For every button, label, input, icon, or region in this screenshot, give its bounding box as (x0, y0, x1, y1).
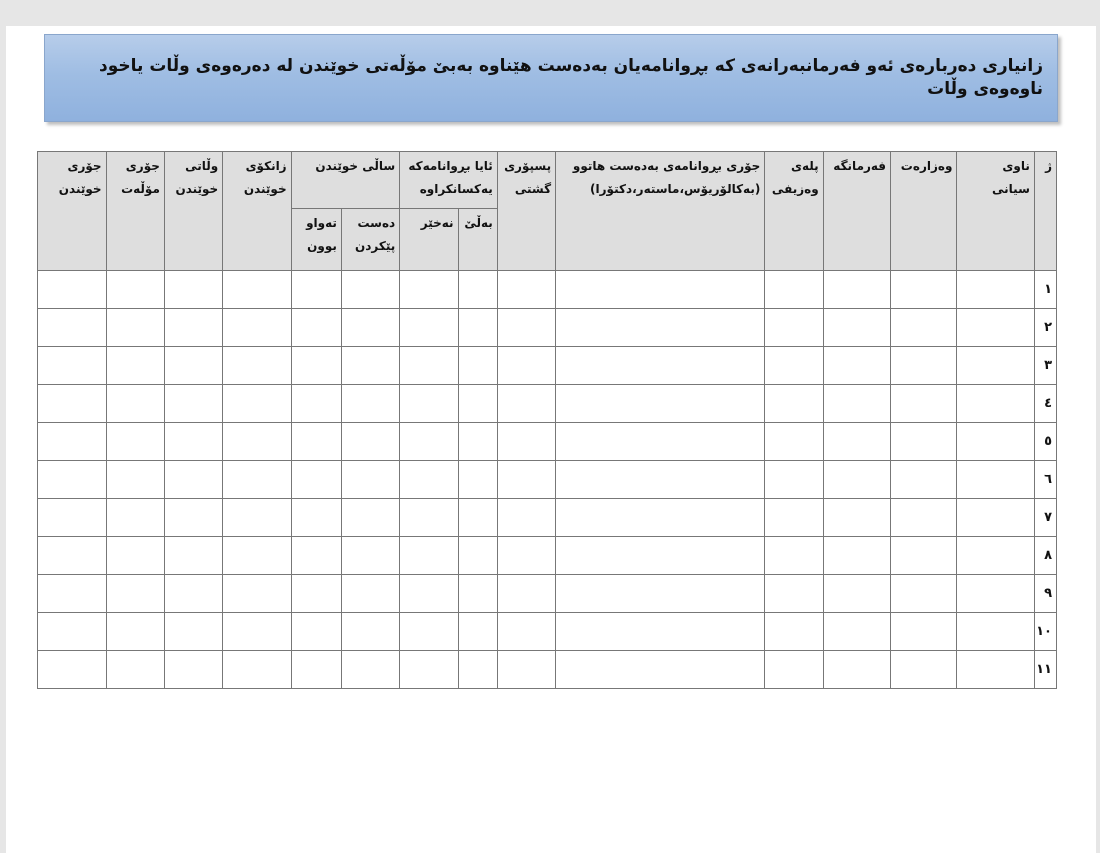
table-cell[interactable] (556, 347, 765, 385)
header-equivalence-no: نەخێر (400, 209, 458, 271)
table-cell[interactable] (164, 309, 222, 347)
table-cell[interactable] (291, 499, 341, 537)
header-directorate: فەرمانگە (823, 152, 890, 271)
table-cell[interactable] (556, 461, 765, 499)
table-cell[interactable] (823, 499, 890, 537)
table-cell[interactable] (556, 499, 765, 537)
table-cell[interactable] (556, 575, 765, 613)
row-number: ٥ (1034, 423, 1056, 461)
table-cell[interactable] (497, 423, 555, 461)
row-number: ٩ (1034, 575, 1056, 613)
table-row (38, 347, 1057, 385)
table-cell[interactable] (341, 309, 399, 347)
table-cell[interactable] (823, 537, 890, 575)
table-cell[interactable] (223, 575, 291, 613)
table-cell[interactable] (823, 651, 890, 689)
table-cell[interactable] (891, 499, 957, 537)
table-cell[interactable] (164, 651, 222, 689)
table-cell[interactable] (106, 499, 164, 537)
table-cell[interactable] (458, 423, 497, 461)
table-cell[interactable] (765, 537, 823, 575)
table-cell[interactable] (341, 537, 399, 575)
table-cell[interactable] (106, 537, 164, 575)
header-study-end: تەواو بوون (291, 209, 341, 271)
table-cell[interactable] (291, 423, 341, 461)
table-cell[interactable] (458, 309, 497, 347)
table-cell[interactable] (891, 613, 957, 651)
table-cell[interactable] (38, 461, 107, 499)
table-cell[interactable] (556, 651, 765, 689)
table-cell[interactable] (291, 271, 341, 309)
table-cell[interactable] (164, 385, 222, 423)
table-cell[interactable] (164, 537, 222, 575)
table-cell[interactable] (765, 499, 823, 537)
table-cell[interactable] (291, 575, 341, 613)
table-row (38, 271, 1057, 309)
table-cell[interactable] (291, 537, 341, 575)
table-cell[interactable] (891, 575, 957, 613)
table-cell[interactable] (458, 271, 497, 309)
table-row (38, 499, 1057, 537)
table-cell[interactable] (823, 347, 890, 385)
table-cell[interactable] (497, 271, 555, 309)
table-cell[interactable] (497, 499, 555, 537)
table-row (38, 423, 1057, 461)
table-cell[interactable] (341, 385, 399, 423)
table-cell[interactable] (765, 461, 823, 499)
table-cell[interactable] (497, 309, 555, 347)
table-cell[interactable] (38, 347, 107, 385)
table-cell[interactable] (341, 461, 399, 499)
table-cell[interactable] (106, 385, 164, 423)
table-cell[interactable] (891, 461, 957, 499)
row-number: ٤ (1034, 385, 1056, 423)
table-cell[interactable] (497, 347, 555, 385)
table-cell[interactable] (106, 461, 164, 499)
table-cell[interactable] (765, 651, 823, 689)
table-cell[interactable] (891, 651, 957, 689)
table-cell[interactable] (765, 271, 823, 309)
header-university: زانکۆی خوێندن (223, 152, 291, 271)
row-number: ١ (1034, 271, 1056, 309)
table-cell[interactable] (341, 499, 399, 537)
table-cell[interactable] (223, 309, 291, 347)
table-cell[interactable] (291, 347, 341, 385)
header-ministry: وەزارەت (891, 152, 957, 271)
table-row (38, 309, 1057, 347)
table-cell[interactable] (497, 575, 555, 613)
table-cell[interactable] (38, 271, 107, 309)
table-cell[interactable] (223, 537, 291, 575)
table-cell[interactable] (291, 651, 341, 689)
table-cell[interactable] (458, 537, 497, 575)
table-row (38, 575, 1057, 613)
row-number: ٧ (1034, 499, 1056, 537)
table-cell[interactable] (957, 461, 1034, 499)
table-cell[interactable] (291, 613, 341, 651)
table-cell[interactable] (106, 613, 164, 651)
header-leave-type: جۆری مۆڵەت (106, 152, 164, 271)
table-cell[interactable] (400, 575, 458, 613)
table-cell[interactable] (164, 461, 222, 499)
table-cell[interactable] (957, 423, 1034, 461)
table-cell[interactable] (957, 613, 1034, 651)
table-cell[interactable] (38, 499, 107, 537)
table-cell[interactable] (400, 651, 458, 689)
table-cell[interactable] (164, 499, 222, 537)
header-equivalence-yes: بەڵێ (458, 209, 497, 271)
table-cell[interactable] (291, 461, 341, 499)
header-degree-type: جۆری بڕوانامەی بەدەست هاتوو (بەکالۆریۆس،ماستەر،دکتۆرا) (556, 152, 765, 271)
table-cell[interactable] (957, 499, 1034, 537)
table-cell[interactable] (823, 309, 890, 347)
table-row (38, 385, 1057, 423)
table-cell[interactable] (556, 423, 765, 461)
table-cell[interactable] (164, 575, 222, 613)
table-cell[interactable] (957, 385, 1034, 423)
table-cell[interactable] (765, 423, 823, 461)
table-cell[interactable] (891, 385, 957, 423)
table-cell[interactable] (400, 423, 458, 461)
table-cell[interactable] (106, 575, 164, 613)
table-cell[interactable] (400, 309, 458, 347)
table-cell[interactable] (765, 575, 823, 613)
row-number: ٦ (1034, 461, 1056, 499)
header-job-grade: پلەی وەزیفی (765, 152, 823, 271)
table-cell[interactable] (957, 309, 1034, 347)
table-row (38, 461, 1057, 499)
table-cell[interactable] (497, 651, 555, 689)
row-number: ٣ (1034, 347, 1056, 385)
table-cell[interactable] (38, 651, 107, 689)
row-number: ١٠ (1034, 613, 1056, 651)
table-cell[interactable] (891, 537, 957, 575)
table-cell[interactable] (223, 347, 291, 385)
table-cell[interactable] (957, 347, 1034, 385)
table-cell[interactable] (765, 347, 823, 385)
table-cell[interactable] (223, 499, 291, 537)
table-cell[interactable] (497, 385, 555, 423)
header-study-type: جۆری خوێندن (38, 152, 107, 271)
table-cell[interactable] (341, 575, 399, 613)
table-cell[interactable] (400, 347, 458, 385)
table-cell[interactable] (341, 423, 399, 461)
table-cell[interactable] (38, 537, 107, 575)
table-cell[interactable] (458, 385, 497, 423)
table-row (38, 651, 1057, 689)
header-full-name: ناوی سیانی (957, 152, 1034, 271)
table-row (38, 537, 1057, 575)
table-cell[interactable] (38, 423, 107, 461)
table-cell[interactable] (957, 271, 1034, 309)
header-specialty: پسپۆری گشتی (497, 152, 555, 271)
table-cell[interactable] (765, 309, 823, 347)
table-cell[interactable] (341, 613, 399, 651)
table-cell[interactable] (291, 385, 341, 423)
table-cell[interactable] (164, 613, 222, 651)
table-cell[interactable] (38, 613, 107, 651)
table-cell[interactable] (291, 309, 341, 347)
table-cell[interactable] (164, 347, 222, 385)
table-cell[interactable] (891, 347, 957, 385)
table-cell[interactable] (38, 385, 107, 423)
table-cell[interactable] (38, 309, 107, 347)
table-cell[interactable] (106, 347, 164, 385)
table-cell[interactable] (556, 613, 765, 651)
table-cell[interactable] (341, 347, 399, 385)
table-cell[interactable] (823, 385, 890, 423)
form-title-banner (44, 34, 1058, 122)
table-cell[interactable] (556, 385, 765, 423)
header-study-start: دەست پێکردن (341, 209, 399, 271)
table-cell[interactable] (823, 575, 890, 613)
table-cell[interactable] (556, 271, 765, 309)
table-cell[interactable] (765, 613, 823, 651)
table-cell[interactable] (823, 423, 890, 461)
table-cell[interactable] (497, 461, 555, 499)
table-cell[interactable] (957, 575, 1034, 613)
table-cell[interactable] (223, 423, 291, 461)
table-cell[interactable] (223, 651, 291, 689)
table-cell[interactable] (106, 309, 164, 347)
table-cell[interactable] (38, 575, 107, 613)
header-equivalence: ئایا بڕوانامەکە یەکسانکراوە (400, 152, 498, 209)
employee-degree-table (37, 151, 1057, 689)
table-cell[interactable] (223, 385, 291, 423)
table-cell[interactable] (106, 651, 164, 689)
table-cell[interactable] (458, 461, 497, 499)
table-cell[interactable] (556, 537, 765, 575)
table-cell[interactable] (556, 309, 765, 347)
table-cell[interactable] (223, 271, 291, 309)
table-cell[interactable] (223, 613, 291, 651)
table-cell[interactable] (891, 309, 957, 347)
table-cell[interactable] (765, 385, 823, 423)
table-cell[interactable] (458, 613, 497, 651)
table-cell[interactable] (891, 423, 957, 461)
table-cell[interactable] (400, 271, 458, 309)
table-cell[interactable] (957, 537, 1034, 575)
row-number: ٨ (1034, 537, 1056, 575)
header-study-year: ساڵی خوێندن (291, 152, 400, 209)
table-cell[interactable] (400, 613, 458, 651)
table-cell[interactable] (223, 461, 291, 499)
table-cell[interactable] (106, 423, 164, 461)
table-cell[interactable] (458, 499, 497, 537)
table-cell[interactable] (164, 271, 222, 309)
table-cell[interactable] (400, 499, 458, 537)
table-cell[interactable] (823, 461, 890, 499)
table-cell[interactable] (891, 271, 957, 309)
row-number: ١١ (1034, 651, 1056, 689)
table-cell[interactable] (164, 423, 222, 461)
table-cell[interactable] (458, 347, 497, 385)
header-study-country: وڵاتی خوێندن (164, 152, 222, 271)
table-cell[interactable] (341, 271, 399, 309)
header-no: ژ (1034, 152, 1056, 271)
table-cell[interactable] (341, 651, 399, 689)
table-cell[interactable] (106, 271, 164, 309)
table-cell[interactable] (497, 613, 555, 651)
table-cell[interactable] (823, 271, 890, 309)
table-cell[interactable] (458, 651, 497, 689)
table-row (38, 613, 1057, 651)
form-title: زانیاری دەربارەی ئەو فەرمانبەرانەی کە بڕوانامەیان بەدەست هێناوە بەبێ مۆڵەتی خوێندن لە دەرەوەی وڵات یاخود ناوەوەی وڵات (99, 56, 1043, 99)
table-cell[interactable] (400, 537, 458, 575)
table-cell[interactable] (400, 461, 458, 499)
table-cell[interactable] (497, 537, 555, 575)
table-cell[interactable] (823, 613, 890, 651)
row-number: ٢ (1034, 309, 1056, 347)
table-cell[interactable] (957, 651, 1034, 689)
table-cell[interactable] (458, 575, 497, 613)
table-cell[interactable] (400, 385, 458, 423)
